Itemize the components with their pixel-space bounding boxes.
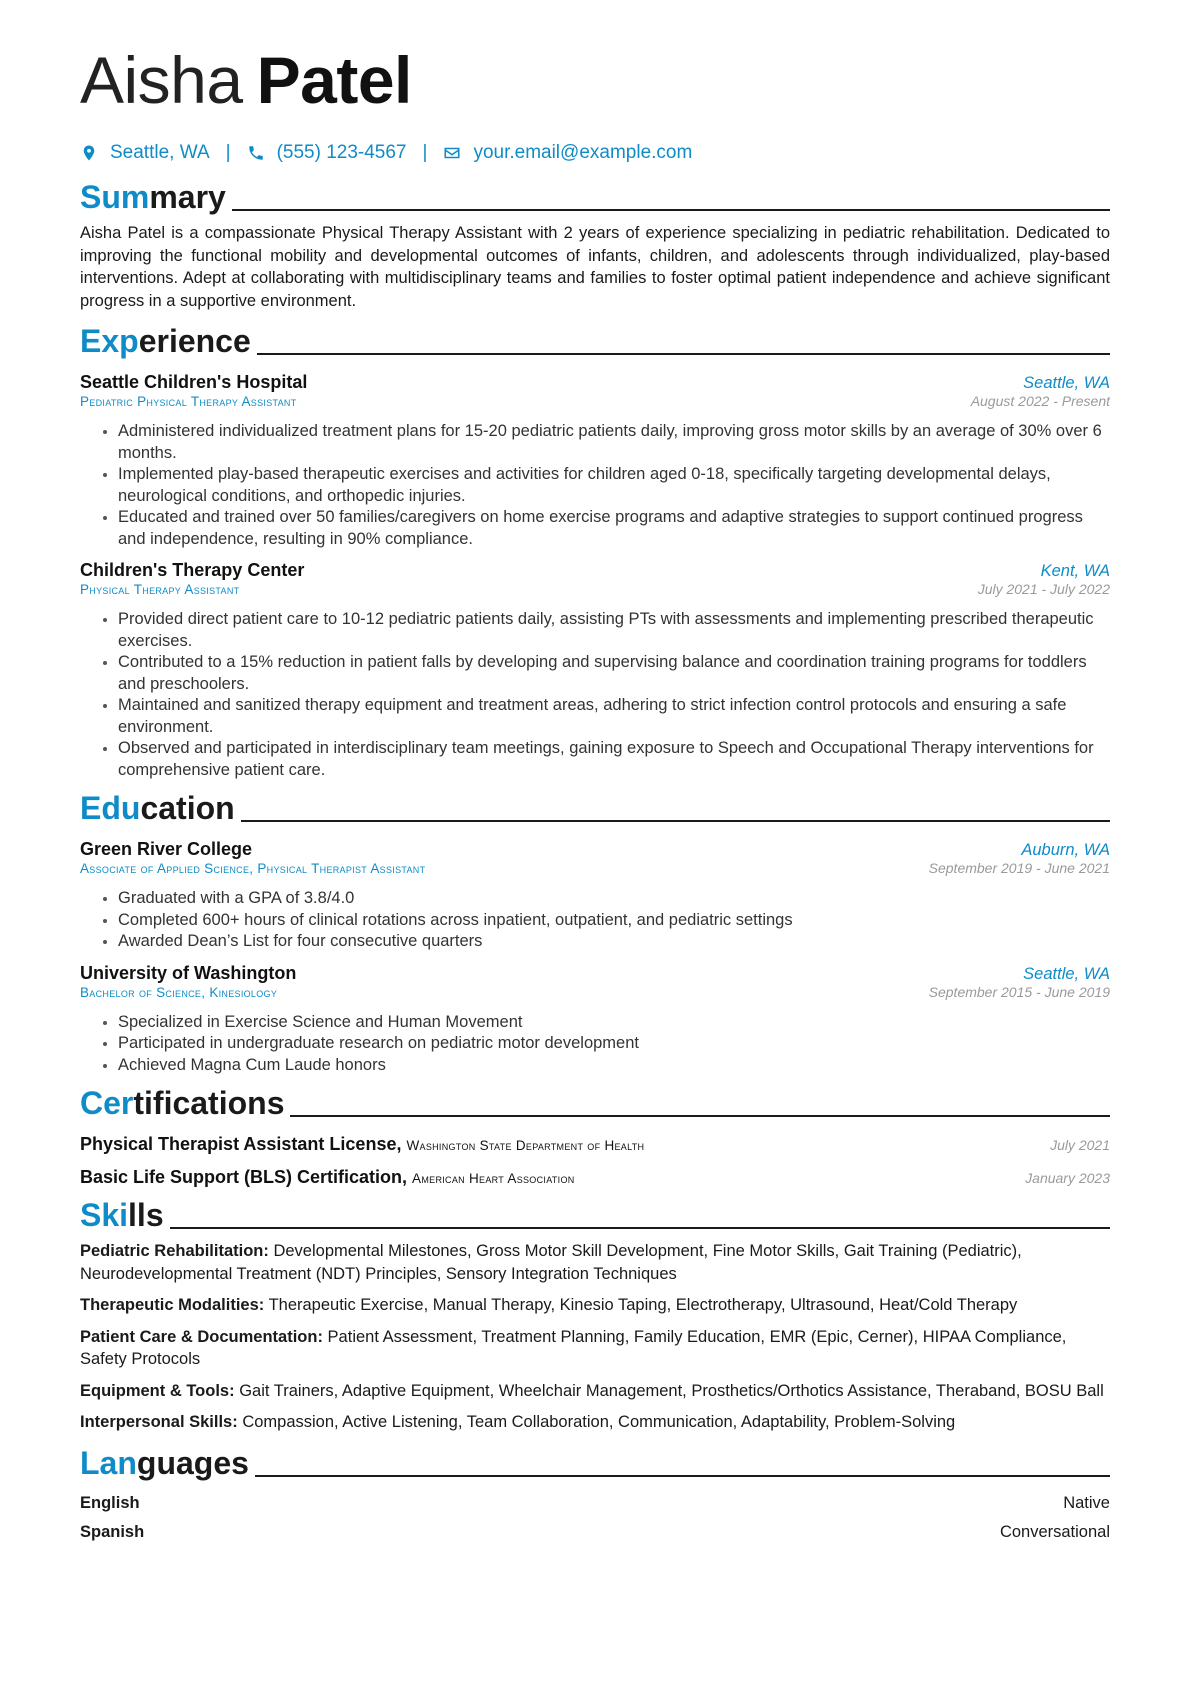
experience-entry xyxy=(80,560,1110,781)
skill-list: Gait Trainers, Adaptive Equipment, Wheelchair Management, Prosthetics/Orthotics Assistance, Theraband, BOSU Ball xyxy=(239,1381,1104,1400)
language-name: English xyxy=(80,1493,140,1512)
job-location: Kent, WA xyxy=(1040,562,1110,580)
skill-category: Interpersonal Skills: xyxy=(80,1413,238,1431)
skill-category: Pediatric Rehabilitation: xyxy=(80,1242,269,1260)
education-bullets xyxy=(80,1012,1110,1077)
degree: Bachelor of Science, Kinesiology xyxy=(80,984,278,1000)
skill-row xyxy=(80,1326,1110,1371)
job-bullets xyxy=(80,609,1110,781)
bullet-item: • Awarded Dean’s List for four consecutive quarters xyxy=(118,931,1110,953)
certification-name: Physical Therapist Assistant License xyxy=(80,1134,397,1154)
contact-email[interactable] xyxy=(443,142,692,164)
degree: Associate of Applied Science, Physical Therapist Assistant xyxy=(80,861,426,876)
summary-text: Aisha Patel is a compassionate Physical Therapy Assistant with 2 years of experience specializing in pediatric rehabilitation. Dedicated to improving the functional mobility and developmental outcomes of infants, children, and adolescents through individualized, play-based interventions. Adept at collaborating with multidisciplinary teams and families to foster optimal patient independence and achieve significant progress in a supportive environment. xyxy=(80,224,1110,310)
map-pin-icon xyxy=(80,144,98,162)
job-dates: August 2022 - Present xyxy=(970,393,1110,409)
school-dates: September 2015 - June 2019 xyxy=(928,983,1110,1000)
first-name: Aisha xyxy=(80,43,243,117)
language-row xyxy=(80,1523,1110,1542)
languages-heading: Languages xyxy=(80,1444,1110,1482)
bullet-item: • Graduated with a GPA of 3.8/4.0 xyxy=(118,888,1110,910)
language-name: Spanish xyxy=(80,1522,145,1541)
bullet-item: • Maintained and sanitized therapy equipment and treatment areas, adhering to strict infection control protocols and ensuring a safe environment. xyxy=(118,695,1110,738)
education-bullets xyxy=(80,888,1110,953)
certification-issuer: Washington State Department of Health xyxy=(406,1138,645,1153)
certification-date: January 2023 xyxy=(1025,1170,1110,1186)
skill-row xyxy=(80,1294,1110,1317)
job-location: Seattle, WA xyxy=(1023,374,1110,392)
job-bullets xyxy=(80,421,1110,550)
education-heading: Education xyxy=(80,789,1110,827)
language-row xyxy=(80,1494,1110,1513)
bullet-item: • Achieved Magna Cum Laude honors xyxy=(118,1055,1110,1077)
email-text: your.email@example.com xyxy=(473,142,693,163)
experience-heading: Experience xyxy=(80,322,1110,360)
certification-name: Basic Life Support (BLS) Certification xyxy=(80,1167,403,1187)
experience-entry xyxy=(80,372,1110,550)
envelope-icon xyxy=(443,144,461,162)
certification-item: Physical Therapist Assistant License, Washington State Department of Health July 2021 xyxy=(80,1134,1110,1154)
skill-category: Therapeutic Modalities: xyxy=(80,1296,265,1314)
summary-heading: Summary xyxy=(80,178,1110,216)
language-level: Conversational xyxy=(999,1522,1110,1541)
last-name: Patel xyxy=(256,43,412,117)
education-entry xyxy=(80,963,1110,1077)
contact-bar xyxy=(80,140,1110,166)
bullet-item: • Educated and trained over 50 families/caregivers on home exercise programs and adaptive strategies to support continued progress and independence, resulting in 90% compliance. xyxy=(118,507,1110,550)
section-divider xyxy=(290,1115,1110,1117)
certification-item: Basic Life Support (BLS) Certification, American Heart Association January 2023 xyxy=(80,1167,1110,1187)
skill-category: Equipment & Tools: xyxy=(80,1381,235,1400)
location-text: Seattle, WA xyxy=(110,142,210,163)
education-entry xyxy=(80,839,1110,953)
bullet-item: • Administered individualized treatment plans for 15-20 pediatric patients daily, improving gross motor skills by an average of 30% over 6 months. xyxy=(118,421,1110,464)
employer-name: Children's Therapy Center xyxy=(80,560,305,580)
section-divider xyxy=(257,353,1110,355)
skill-list: Patient Assessment, Treatment Planning, Family Education, EMR (Epic, Cerner), HIPAA Compliance, Safety Protocols xyxy=(80,1327,1067,1368)
contact-separator: | xyxy=(225,142,231,163)
skill-row xyxy=(80,1411,1110,1434)
school-name: Green River College xyxy=(80,839,253,859)
skill-list: Developmental Milestones, Gross Motor Skill Development, Fine Motor Skills, Gait Training (Pediatric), Neurodevelopmental Treatment (NDT) Principles, Sensory Integration Techniques xyxy=(80,1242,1022,1283)
job-title: Pediatric Physical Therapy Assistant xyxy=(80,394,297,409)
school-dates: September 2019 - June 2021 xyxy=(928,860,1110,876)
contact-phone[interactable] xyxy=(247,142,407,164)
school-name: University of Washington xyxy=(80,962,297,983)
bullet-item: • Contributed to a 15% reduction in patient falls by developing and supervising balance and coordination training programs for toddlers and preschoolers. xyxy=(118,652,1110,695)
candidate-name xyxy=(80,42,1110,118)
bullet-item: • Implemented play-based therapeutic exercises and activities for children aged 0-18, specifically targeting developmental delays, neurological conditions, and orthopedic injuries. xyxy=(118,464,1110,507)
skill-list: Therapeutic Exercise, Manual Therapy, Kinesio Taping, Electrotherapy, Ultrasound, Heat/Cold Therapy xyxy=(268,1296,1018,1314)
section-divider xyxy=(255,1475,1110,1477)
employer-name: Seattle Children's Hospital xyxy=(80,372,308,392)
section-divider xyxy=(241,820,1110,822)
phone-icon xyxy=(247,144,265,162)
bullet-item: • Completed 600+ hours of clinical rotations across inpatient, outpatient, and pediatric settings xyxy=(118,910,1110,932)
contact-location xyxy=(80,142,210,164)
bullet-item: • Provided direct patient care to 10-12 pediatric patients daily, assisting PTs with assessments and implementing prescribed therapeutic exercises. xyxy=(118,609,1110,652)
skills-heading: Skills xyxy=(80,1196,1110,1234)
bullet-item: • Specialized in Exercise Science and Human Movement xyxy=(118,1012,1110,1034)
phone-text: (555) 123-4567 xyxy=(276,142,407,163)
bullet-item: • Participated in undergraduate research on pediatric motor development xyxy=(118,1033,1110,1055)
skill-category: Patient Care & Documentation: xyxy=(80,1327,323,1346)
certification-date: July 2021 xyxy=(1050,1137,1110,1153)
job-dates: July 2021 - July 2022 xyxy=(977,581,1110,597)
job-title: Physical Therapy Assistant xyxy=(80,582,240,597)
section-divider xyxy=(232,209,1110,211)
certification-issuer: American Heart Association xyxy=(412,1171,575,1186)
skill-row xyxy=(80,1240,1110,1285)
school-location: Seattle, WA xyxy=(1023,964,1110,983)
contact-separator: | xyxy=(422,142,428,163)
skill-list: Compassion, Active Listening, Team Collaboration, Communication, Adaptability, Problem-Solving xyxy=(242,1413,956,1431)
language-level: Native xyxy=(1063,1493,1110,1512)
bullet-item: • Observed and participated in interdisciplinary team meetings, gaining exposure to Speech and Occupational Therapy interventions for comprehensive patient care. xyxy=(118,738,1110,781)
section-divider xyxy=(170,1227,1110,1229)
school-location: Auburn, WA xyxy=(1021,841,1110,859)
certifications-heading: Certifications xyxy=(80,1084,1110,1122)
skill-row xyxy=(80,1380,1110,1403)
